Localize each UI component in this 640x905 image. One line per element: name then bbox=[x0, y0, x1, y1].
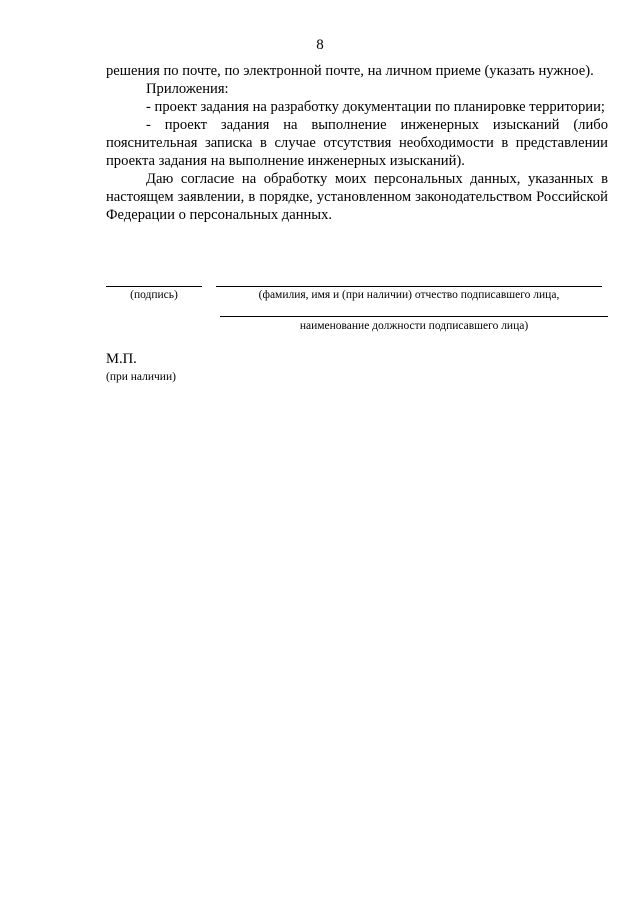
paragraph-attachment-planning: - проект задания на разработку документации по планировке территории; bbox=[146, 99, 605, 115]
position-caption: наименование должности подписавшего лица) bbox=[299, 320, 529, 332]
signature-caption: (подпись) bbox=[130, 289, 178, 301]
paragraph-attachments-heading: Приложения: bbox=[146, 81, 229, 97]
seal-note: (при наличии) bbox=[106, 371, 176, 383]
document-body bbox=[106, 62, 608, 224]
paragraph-attachment-surveys: - проект задания на выполнение инженерных изысканий (либо пояснительная записка в случае отсутствия необходимости в представлении проекта задания на выполнение инженерных изысканий). bbox=[106, 117, 608, 169]
paragraph-consent: Даю согласие на обработку моих персональных данных, указанных в настоящем заявлении, в порядке, установленном законодательством Российской Федерации о персональных данных. bbox=[106, 171, 608, 223]
seal-label: М.П. bbox=[106, 351, 137, 367]
name-line bbox=[216, 286, 602, 287]
page-number: 8 bbox=[316, 37, 324, 53]
signature-line bbox=[106, 286, 202, 287]
name-caption: (фамилия, имя и (при наличии) отчество подписавшего лица, bbox=[258, 289, 560, 301]
paragraph-delivery-method: решения по почте, по электронной почте, на личном приеме (указать нужное). bbox=[106, 63, 594, 79]
position-line bbox=[220, 316, 608, 317]
